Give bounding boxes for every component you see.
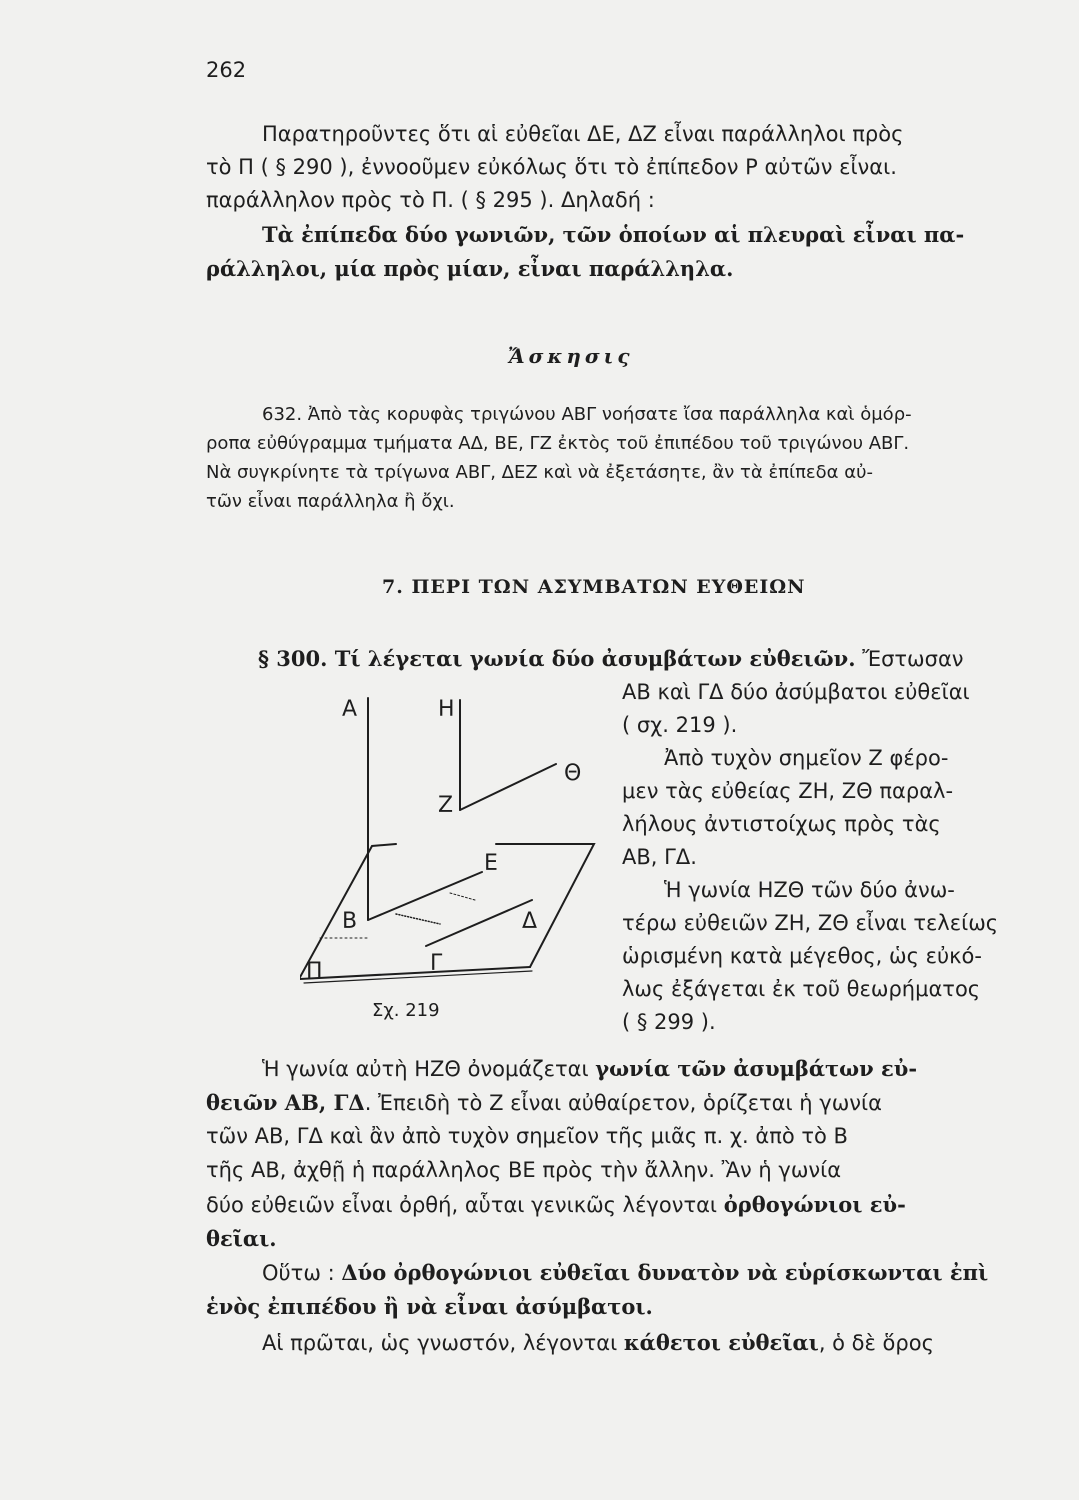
- line-be: [368, 872, 482, 920]
- s300-title-line: [258, 642, 964, 676]
- para3-line2: ἑνὸς ἐπιπέδου ἢ νὰ εἶναι ἀσύμβατοι.: [206, 1294, 653, 1319]
- para1-line3: παράλληλον πρὸς τὸ Π. ( § 295 ). Δηλαδή :: [206, 188, 655, 212]
- label-th: Θ: [564, 761, 582, 786]
- label-h: Η: [438, 697, 455, 722]
- exercises-title: Ἄσκησις: [508, 344, 634, 368]
- plane-pi-right: [496, 844, 594, 967]
- s300-intro: Ἔστωσαν: [862, 647, 964, 671]
- s300-r11: ( § 299 ).: [622, 1010, 716, 1034]
- para2-l5b: ὀρθογώνιοι εὐ-: [723, 1192, 906, 1217]
- para4-line1: [262, 1326, 934, 1360]
- figure-219: [300, 688, 620, 998]
- theorem-line1: Τὰ ἐπίπεδα δύο γωνιῶν, τῶν ὁποίων αἱ πλευραὶ εἶναι πα-: [262, 222, 965, 247]
- exercise-line3: Νὰ συγκρίνητε τὰ τρίγωνα ΑΒΓ, ΔΕΖ καὶ νὰ ἐξετάσητε, ἂν τὰ ἐπίπεδα αὐ-: [206, 462, 874, 483]
- s300-r4: μεν τὰς εὐθείας ΖΗ, ΖΘ παραλ-: [622, 779, 954, 803]
- figure-caption: Σχ. 219: [372, 1000, 440, 1021]
- para1-line2: τὸ Π ( § 290 ), ἐννοοῦμεν εὐκόλως ὅτι τὸ ἐπίπεδον Ρ αὐτῶν εἶναι.: [206, 155, 897, 179]
- section-heading: 7. ΠΕΡΙ ΤΩΝ ΑΣΥΜΒΑΤΩΝ ΕΥΘΕΙΩΝ: [382, 576, 806, 598]
- line-zth: [460, 764, 556, 810]
- line-gd: [426, 900, 532, 946]
- label-z: Ζ: [438, 793, 454, 818]
- s300-r6: ΑΒ, ΓΔ.: [622, 845, 697, 869]
- s300-r1: ΑΒ καὶ ΓΔ δύο ἀσύμβατοι εὐθεῖαι: [622, 680, 970, 704]
- s300-r9: ὡρισμένη κατὰ μέγεθος, ὡς εὐκό-: [622, 944, 982, 968]
- para2-l1a: Ἡ γωνία αὐτὴ ΗΖΘ ὀνομάζεται: [262, 1057, 596, 1081]
- label-e: Ε: [484, 851, 498, 876]
- s300-r3: Ἀπὸ τυχὸν σημεῖον Ζ φέρο-: [664, 746, 949, 770]
- label-d: Δ: [522, 909, 538, 934]
- s300-r8: τέρω εὐθειῶν ΖΗ, ΖΘ εἶναι τελείως: [622, 911, 999, 935]
- para2-l5a: δύο εὐθειῶν εἶναι ὀρθή, αὗται γενικῶς λέγονται: [206, 1193, 724, 1217]
- label-g: Γ: [430, 951, 443, 976]
- s300-r7: Ἡ γωνία ΗΖΘ τῶν δύο ἀνω-: [664, 878, 955, 902]
- exercise-line4: τῶν εἶναι παράλληλα ἢ ὄχι.: [206, 491, 455, 512]
- para2-line5: [206, 1188, 906, 1222]
- figure-219-diagram: [300, 688, 620, 998]
- s300-r10: λως ἐξάγεται ἐκ τοῦ θεωρήματος: [622, 977, 981, 1001]
- exercise-line2: ροπα εὐθύγραμμα τμήματα ΑΔ, ΒΕ, ΓΖ ἐκτὸς τοῦ ἐπιπέδου τοῦ τριγώνου ΑΒΓ.: [206, 433, 910, 454]
- para2-l2a: θειῶν ΑΒ, ΓΔ: [206, 1090, 365, 1115]
- para1-line1: Παρατηροῦντες ὅτι αἱ εὐθεῖαι ΔΕ, ΔΖ εἶναι παράλληλοι πρὸς: [262, 122, 904, 146]
- s300-title: § 300. Τί λέγεται γωνία δύο ἀσυμβάτων εὐθειῶν.: [258, 646, 856, 671]
- s300-r2: ( σχ. 219 ).: [622, 713, 738, 737]
- para4-l1b: κάθετοι εὐθεῖαι: [623, 1330, 819, 1355]
- para4-l1a: Αἱ πρῶται, ὡς γνωστόν, λέγονται: [262, 1331, 624, 1355]
- label-b: Β: [342, 909, 358, 934]
- para3-line1: [262, 1256, 988, 1290]
- label-a: Α: [342, 697, 358, 722]
- exercise-line1: 632. Ἀπὸ τὰς κορυφὰς τριγώνου ΑΒΓ νοήσατε ἴσα παράλληλα καὶ ὁμόρ-: [262, 404, 912, 425]
- para2-line2: [206, 1086, 882, 1120]
- para2-l2b: . Ἐπειδὴ τὸ Ζ εἶναι αὐθαίρετον, ὁρίζεται ἡ γωνία: [364, 1091, 882, 1115]
- page-number: 262: [206, 58, 247, 82]
- s300-r5: λήλους ἀντιστοίχως πρὸς τὰς: [622, 812, 941, 836]
- para2-line3: τῶν ΑΒ, ΓΔ καὶ ἂν ἀπὸ τυχὸν σημεῖον τῆς μιᾶς π. χ. ἀπὸ τὸ Β: [206, 1124, 848, 1148]
- label-p: Π: [306, 959, 323, 984]
- para2-line1: [262, 1052, 917, 1086]
- para3-l1b: Δύο ὀρθογώνιοι εὐθεῖαι δυνατὸν νὰ εὑρίσκωνται ἐπὶ: [341, 1260, 989, 1285]
- para2-line4: τῆς ΑΒ, ἀχθῇ ἡ παράλληλος ΒΕ πρὸς τὴν ἄλλην. Ἂν ἡ γωνία: [206, 1158, 842, 1182]
- para3-l1a: Οὕτω :: [262, 1261, 342, 1285]
- para4-l1c: , ὁ δὲ ὅρος: [818, 1331, 934, 1355]
- theorem-line2: ράλληλοι, μία πρὸς μίαν, εἶναι παράλληλα.: [206, 256, 734, 281]
- para2-line6: θεῖαι.: [206, 1226, 277, 1251]
- para2-l1b: γωνία τῶν ἀσυμβάτων εὐ-: [595, 1056, 918, 1081]
